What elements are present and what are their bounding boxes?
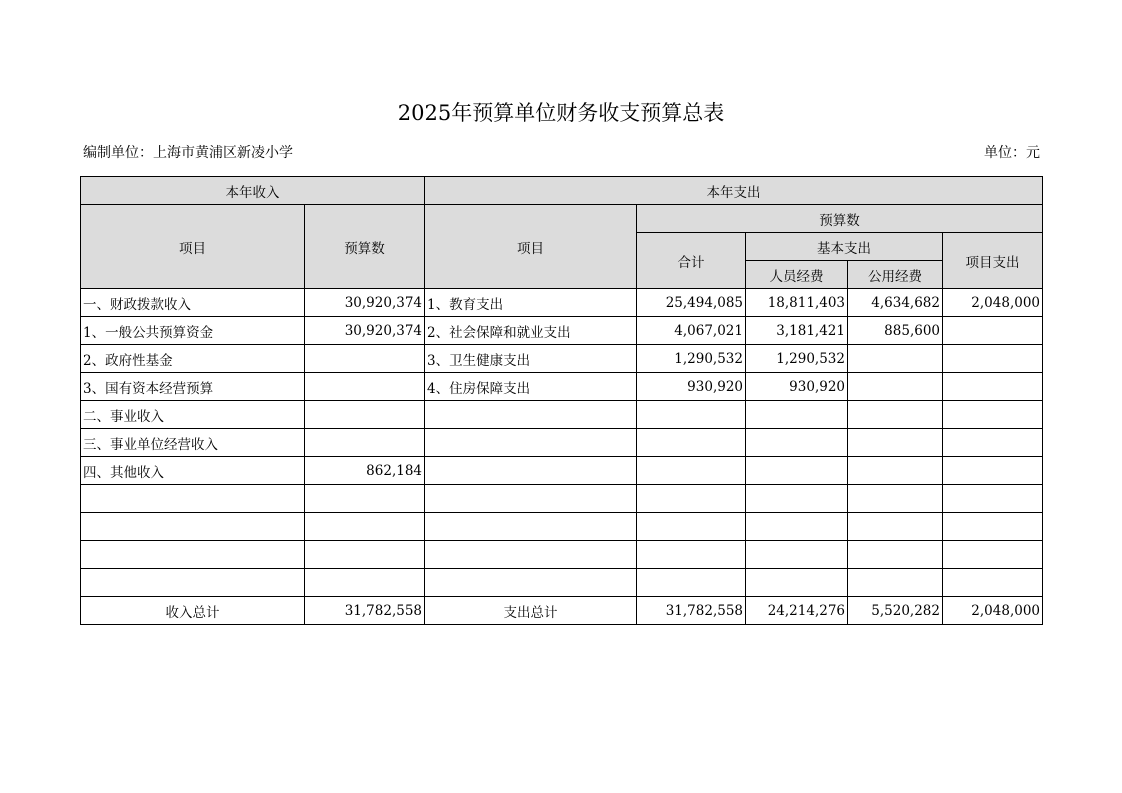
income-amount-cell: 862,184 bbox=[305, 457, 425, 485]
public-cell bbox=[848, 429, 943, 457]
income-item-cell: 一、财政拨款收入 bbox=[81, 289, 305, 317]
income-item-cell bbox=[81, 569, 305, 597]
project-expense-header: 项目支出 bbox=[943, 233, 1043, 289]
income-amount-cell bbox=[305, 541, 425, 569]
expense-item-header: 项目 bbox=[425, 205, 637, 289]
expense-total-label: 支出总计 bbox=[425, 597, 637, 625]
income-item-cell: 四、其他收入 bbox=[81, 457, 305, 485]
income-amount-cell: 30,920,374 bbox=[305, 289, 425, 317]
personnel-cell bbox=[746, 569, 848, 597]
public-cell: 885,600 bbox=[848, 317, 943, 345]
table-row bbox=[81, 569, 1043, 597]
currency-unit: 单位：元 bbox=[984, 145, 1040, 161]
personnel-cell bbox=[746, 401, 848, 429]
expense-item-cell bbox=[425, 457, 637, 485]
public-cell bbox=[848, 569, 943, 597]
total-cell bbox=[637, 569, 746, 597]
expense-item-cell: 4、住房保障支出 bbox=[425, 373, 637, 401]
public-cell bbox=[848, 401, 943, 429]
public-cell bbox=[848, 345, 943, 373]
income-section-header: 本年收入 bbox=[81, 177, 425, 205]
personnel-cell: 1,290,532 bbox=[746, 345, 848, 373]
project-cell bbox=[943, 457, 1043, 485]
income-item-cell: 三、事业单位经营收入 bbox=[81, 429, 305, 457]
income-item-cell: 3、国有资本经营预算 bbox=[81, 373, 305, 401]
total-cell bbox=[637, 429, 746, 457]
project-cell bbox=[943, 373, 1043, 401]
table-row bbox=[81, 289, 1043, 317]
table-row bbox=[81, 485, 1043, 513]
table-row bbox=[81, 429, 1043, 457]
public-total: 5,520,282 bbox=[848, 597, 943, 625]
expense-item-cell: 3、卫生健康支出 bbox=[425, 345, 637, 373]
expense-item-cell: 2、社会保障和就业支出 bbox=[425, 317, 637, 345]
totals-row bbox=[81, 597, 1043, 625]
income-amount-cell bbox=[305, 569, 425, 597]
expense-section-header: 本年支出 bbox=[425, 177, 1043, 205]
table-row bbox=[81, 541, 1043, 569]
income-item-header: 项目 bbox=[81, 205, 305, 289]
project-cell bbox=[943, 541, 1043, 569]
total-cell bbox=[637, 541, 746, 569]
income-amount-cell bbox=[305, 373, 425, 401]
total-cell bbox=[637, 513, 746, 541]
public-cell bbox=[848, 373, 943, 401]
income-amount-cell bbox=[305, 513, 425, 541]
project-total: 2,048,000 bbox=[943, 597, 1043, 625]
expense-total-amount: 31,782,558 bbox=[637, 597, 746, 625]
project-cell bbox=[943, 429, 1043, 457]
personnel-cell bbox=[746, 485, 848, 513]
personnel-header: 人员经费 bbox=[746, 261, 848, 289]
total-cell: 930,920 bbox=[637, 373, 746, 401]
total-cell bbox=[637, 457, 746, 485]
income-amount-cell bbox=[305, 345, 425, 373]
page-title: 2025年预算单位财务收支预算总表 bbox=[397, 101, 725, 125]
total-cell: 1,290,532 bbox=[637, 345, 746, 373]
table-row bbox=[81, 373, 1043, 401]
personnel-cell: 930,920 bbox=[746, 373, 848, 401]
income-amount-cell bbox=[305, 429, 425, 457]
income-total-label: 收入总计 bbox=[81, 597, 305, 625]
total-header: 合计 bbox=[637, 233, 746, 289]
expense-item-cell bbox=[425, 569, 637, 597]
project-cell bbox=[943, 513, 1043, 541]
total-cell: 25,494,085 bbox=[637, 289, 746, 317]
income-item-cell: 二、事业收入 bbox=[81, 401, 305, 429]
public-cell bbox=[848, 485, 943, 513]
expense-item-cell bbox=[425, 401, 637, 429]
project-cell bbox=[943, 317, 1043, 345]
total-cell bbox=[637, 485, 746, 513]
table-row bbox=[81, 317, 1043, 345]
preparing-unit: 编制单位：上海市黄浦区新凌小学 bbox=[83, 145, 293, 161]
total-cell bbox=[637, 401, 746, 429]
personnel-cell: 18,811,403 bbox=[746, 289, 848, 317]
expense-item-cell bbox=[425, 513, 637, 541]
expense-item-cell: 1、教育支出 bbox=[425, 289, 637, 317]
personnel-cell: 3,181,421 bbox=[746, 317, 848, 345]
expense-item-cell bbox=[425, 429, 637, 457]
expense-item-cell bbox=[425, 541, 637, 569]
public-cell bbox=[848, 457, 943, 485]
income-total-amount: 31,782,558 bbox=[305, 597, 425, 625]
public-header: 公用经费 bbox=[848, 261, 943, 289]
income-item-cell bbox=[81, 541, 305, 569]
public-cell: 4,634,682 bbox=[848, 289, 943, 317]
income-item-cell bbox=[81, 513, 305, 541]
table-row bbox=[81, 401, 1043, 429]
project-cell: 2,048,000 bbox=[943, 289, 1043, 317]
header-row-2 bbox=[81, 205, 1043, 233]
personnel-cell bbox=[746, 541, 848, 569]
project-cell bbox=[943, 485, 1043, 513]
income-amount-cell: 30,920,374 bbox=[305, 317, 425, 345]
income-item-cell: 2、政府性基金 bbox=[81, 345, 305, 373]
income-amount-cell bbox=[305, 401, 425, 429]
personnel-total: 24,214,276 bbox=[746, 597, 848, 625]
personnel-cell bbox=[746, 457, 848, 485]
project-cell bbox=[943, 345, 1043, 373]
public-cell bbox=[848, 541, 943, 569]
income-amount-header: 预算数 bbox=[305, 205, 425, 289]
project-cell bbox=[943, 401, 1043, 429]
budget-table bbox=[80, 176, 1043, 625]
basic-expense-header: 基本支出 bbox=[746, 233, 943, 261]
public-cell bbox=[848, 513, 943, 541]
personnel-cell bbox=[746, 429, 848, 457]
table-row bbox=[81, 345, 1043, 373]
project-cell bbox=[943, 569, 1043, 597]
personnel-cell bbox=[746, 513, 848, 541]
income-amount-cell bbox=[305, 485, 425, 513]
table-row bbox=[81, 457, 1043, 485]
expense-item-cell bbox=[425, 485, 637, 513]
income-item-cell bbox=[81, 485, 305, 513]
budget-header: 预算数 bbox=[637, 205, 1043, 233]
table-row bbox=[81, 513, 1043, 541]
income-item-cell: 1、一般公共预算资金 bbox=[81, 317, 305, 345]
header-row-1 bbox=[81, 177, 1043, 205]
total-cell: 4,067,021 bbox=[637, 317, 746, 345]
